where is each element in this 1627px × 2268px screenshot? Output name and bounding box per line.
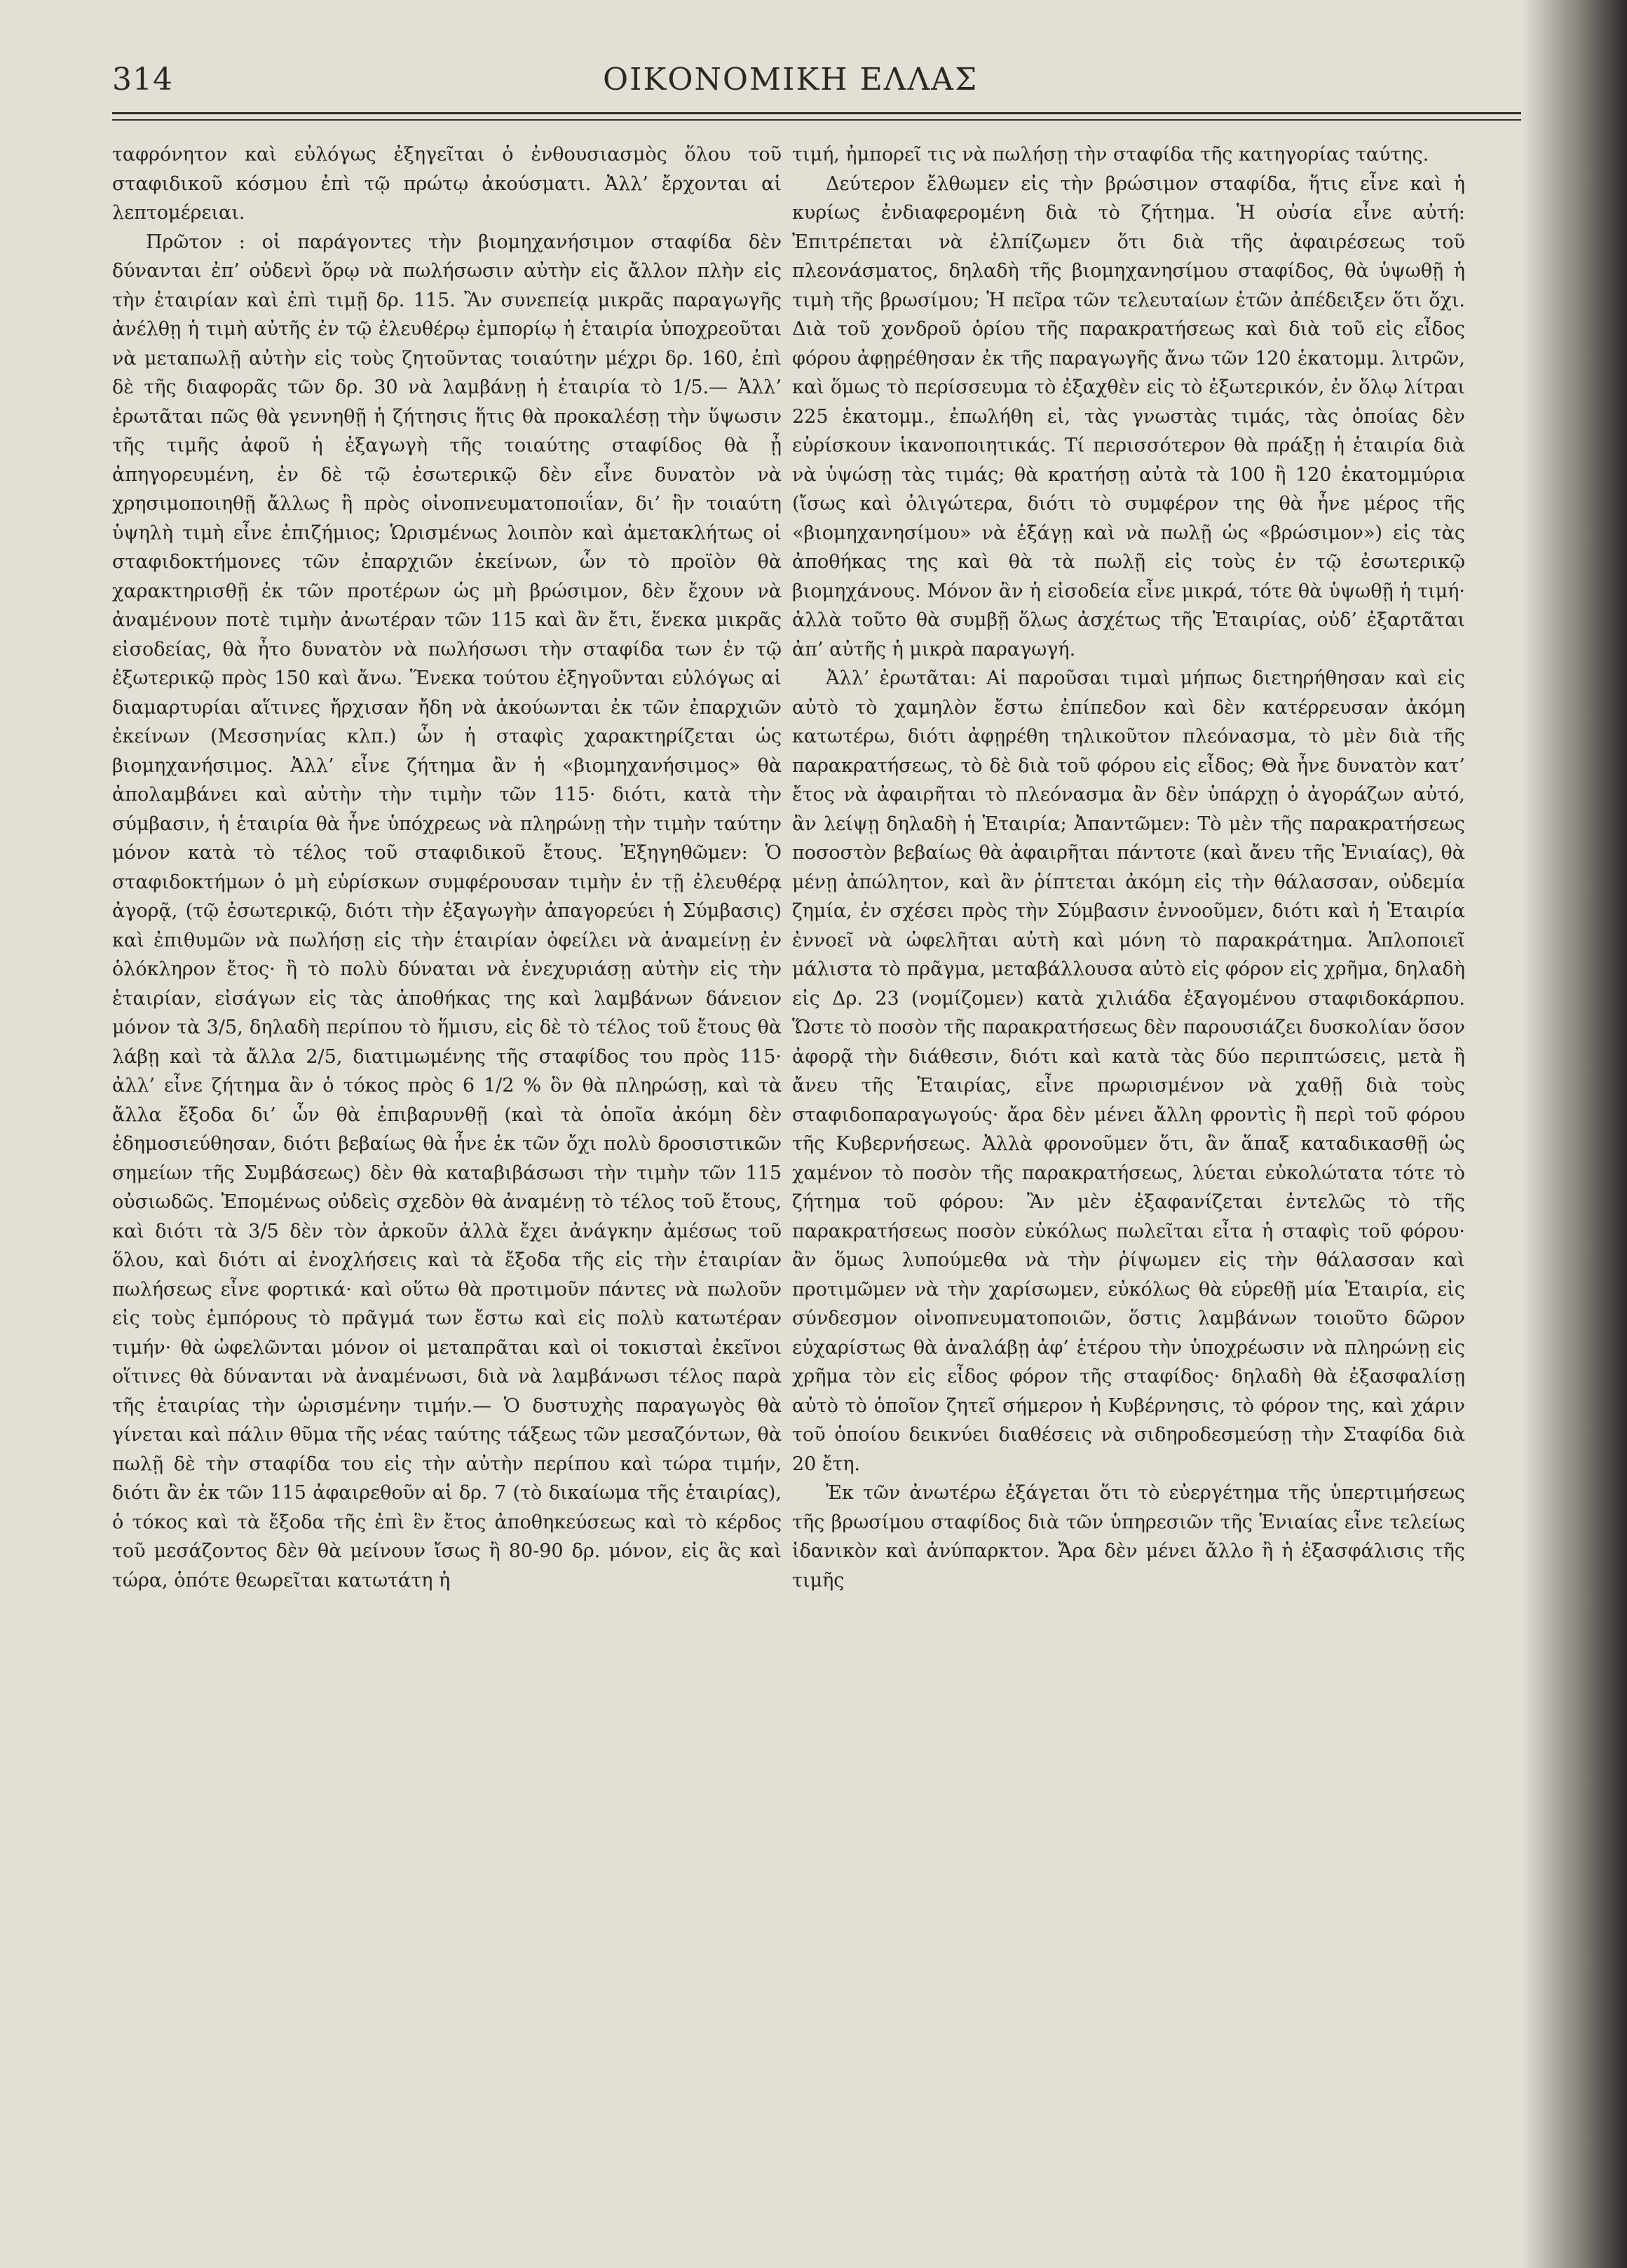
left-column — [112, 140, 782, 2222]
book-spine-shadow — [1522, 0, 1627, 2268]
right-column — [792, 140, 1465, 2222]
running-title: ΟΙΚΟΝΟΜΙΚΗ ΕΛΛΑΣ — [603, 62, 979, 97]
paragraph: Ἀλλ’ ἐρωτᾶται: Αἱ παροῦσαι τιμαὶ μήπως διετηρήθησαν καὶ εἰς αὐτὸ τὸ χαμηλὸν ἔστω ἐπίπεδον καὶ δὲν κατέρρευσαν ἀκόμη κατωτέρω, διότι ἀφῃρέθη τηλικοῦτον πλεόνασμα, τὸ μὲν διὰ τῆς παρακρατήσεως, τὸ δὲ διὰ τοῦ φόρου εἰς εἶδος; Θὰ ἦνε δυνατὸν κατ’ ἔτος νὰ ἀφαιρῆται τὸ πλεόνασμα ἂν δὲν ὑπάρχῃ ὁ ἀγοράζων αὐτό, ἂν λείψῃ δηλαδὴ ἡ Ἑταιρία; Ἀπαντῶμεν: Τὸ μὲν τῆς παρακρατήσεως ποσοστὸν βεβαίως θὰ ἀφαιρῆται πάντοτε (καὶ ἄνευ τῆς Ἑνιαίας), θὰ μένῃ ἀπώλητον, καὶ ἂν ῥίπτεται ἀκόμη εἰς τὴν θάλασσαν, οὐδεμία ζημία, ἐν σχέσει πρὸς τὴν Σύμβασιν ἐννοοῦμεν, διότι καὶ ἡ Ἑταιρία ἐννοεῖ νὰ ὠφελῆται αὐτὴ καὶ μόνη τὸ παρακράτημα. Ἁπλοποιεῖ μάλιστα τὸ πρᾶγμα, μεταβάλλουσα αὐτὸ εἰς φόρον εἰς χρῆμα, δηλαδὴ εἰς Δρ. 23 (νομίζομεν) κατὰ χιλιάδα ἐξαγομένου σταφιδοκάρπου. Ὥστε τὸ ποσὸν τῆς παρακρατήσεως δὲν παρουσιάζει δυσκολίαν ὅσον ἀφορᾷ τὴν διάθεσιν, διότι καὶ κατὰ τὰς δύο περιπτώσεις, μετὰ ἢ ἄνευ τῆς Ἑταιρίας, εἶνε πρωρισμένον νὰ χαθῇ διὰ τοὺς σταφιδοπαραγωγούς· ἄρα δὲν μένει ἄλλη φροντὶς ἢ περὶ τοῦ φόρου τῆς Κυβερνήσεως. Ἀλλὰ φρονοῦμεν ὅτι, ἂν ἅπαξ καταδικασθῇ ὡς χαμένον τὸ ποσὸν τῆς παρακρατήσεως, λύεται εὐκολώτατα τότε τὸ ζήτημα τοῦ φόρου: Ἂν μὲν ἐξαφανίζεται ἐντελῶς τὸ τῆς παρακρατήσεως ποσὸν εὐκόλως πωλεῖται εἶτα ἡ σταφὶς τοῦ φόρου· ἂν ὅμως λυπούμεθα νὰ τὴν ῥίψωμεν εἰς τὴν θάλασσαν καὶ προτιμῶμεν νὰ τὴν χαρίσωμεν, εὐκόλως θὰ εὑρεθῇ μία Ἑταιρία, εἰς σύνδεσμον οἰνοπνευματοποιῶν, ὅστις λαμβάνων τοιοῦτο δῶρον εὐχαρίστως θὰ ἀναλάβῃ ἀφ’ ἑτέρου τὴν ὑποχρέωσιν νὰ πληρώνῃ εἰς χρῆμα τὸν εἰς εἶδος φόρον τῆς σταφίδος· δηλαδὴ θὰ ἐξασφαλίσῃ αὐτὸ τὸ ὁποῖον ζητεῖ σήμερον ἡ Κυβέρνησις, τὸ φόρον της, καὶ χάριν τοῦ ὁποίου δεικνύει διαθέσεις νὰ σιδηροδεσμεύσῃ τὴν Σταφίδα διὰ 20 ἔτη. — [792, 667, 1465, 1475]
paragraph: Ἐκ τῶν ἀνωτέρω ἐξάγεται ὅτι τὸ εὐεργέτημα τῆς ὑπερτιμήσεως τῆς βρωσίμου σταφίδος διὰ τῶν ὑπηρεσιῶν τῆς Ἑνιαίας εἶνε τελείως ἰδανικὸν καὶ ἀνύπαρκτον. Ἄρα δὲν μένει ἄλλο ἢ ἡ ἐξασφάλισις τῆς τιμῆς — [792, 1482, 1465, 1591]
header-rule — [112, 112, 1521, 114]
page-header — [112, 62, 1521, 111]
paragraph: Πρῶτον : οἱ παράγοντες τὴν βιομηχανήσιμον σταφίδα δὲν δύνανται ἐπ’ οὐδενὶ ὅρῳ νὰ πωλήσωσιν αὐτὴν εἰς ἄλλον πλὴν εἰς τὴν ἑταιρίαν καὶ ἐπὶ τιμῇ δρ. 115. Ἂν συνεπείᾳ μικρᾶς παραγωγῆς ἀνέλθῃ ἡ τιμὴ αὐτῆς ἐν τῷ ἐλευθέρῳ ἐμπορίῳ ἡ ἑταιρία ὑποχρεοῦται νὰ μεταπωλῇ αὐτὴν εἰς τοὺς ζητοῦντας τοιαύτην μέχρι δρ. 160, ἐπὶ δὲ τῆς διαφορᾶς τῶν δρ. 30 νὰ λαμβάνῃ ἡ ἑταιρία τὸ 1/5.— Ἀλλ’ ἐρωτᾶται πῶς θὰ γεννηθῇ ἡ ζήτησις ἥτις θὰ προκαλέσῃ τὴν ὕψωσιν τῆς τιμῆς ἀφοῦ ἡ ἐξαγωγὴ τῆς τοιαύτης σταφίδος θὰ ᾖ ἀπηγορευμένη, ἐν δὲ τῷ ἐσωτερικῷ δὲν εἶνε δυνατὸν νὰ χρησιμοποιηθῇ ἄλλως ἢ πρὸς οἰνοπνευματοποιΐαν, δι’ ἣν τοιαύτη ὑψηλὴ τιμὴ εἶνε ἐπιζήμιος; Ὡρισμένως λοιπὸν καὶ ἀμετακλήτως οἱ σταφιδοκτήμονες τῶν ἐπαρχιῶν ἐκείνων, ὧν τὸ προϊὸν θὰ χαρακτηρισθῇ ἐκ τῶν προτέρων ὡς μὴ βρώσιμον, δὲν ἔχουν νὰ ἀναμένουν ποτὲ τιμὴν ἀνωτέραν τῶν 115 καὶ ἂν ἔτι, ἕνεκα μικρᾶς εἰσοδείας, θὰ ἦτο δυνατὸν νὰ πωλήσωσι τὴν σταφίδα των ἐν τῷ ἐξωτερικῷ πρὸς 150 καὶ ἄνω. Ἕνεκα τούτου ἐξηγοῦνται εὐλόγως αἱ διαμαρτυρίαι αἵτινες ἤρχισαν ἤδη νὰ ἀκούωνται ἐκ τῶν ἐπαρχιῶν ἐκείνων (Μεσσηνίας κλπ.) ὧν ἡ σταφὶς χαρακτηρίζεται ὡς βιομηχανήσιμος. Ἀλλ’ εἶνε ζήτημα ἂν ἡ «βιομηχανήσιμος» θὰ ἀπολαμβάνει καὶ αὐτὴν τὴν τιμὴν τῶν 115· διότι, κατὰ τὴν σύμβασιν, ἡ ἑταιρία θὰ ἦνε ὑπόχρεως νὰ πληρώνῃ τὴν τιμὴν ταύτην μόνον κατὰ τὸ τέλος τοῦ σταφιδικοῦ ἔτους. Ἐξηγηθῶμεν: Ὁ σταφιδοκτήμων ὁ μὴ εὑρίσκων συμφέρουσαν τιμὴν ἐν τῇ ἐλευθέρᾳ ἀγορᾷ, (τῷ ἐσωτερικῷ, διότι τὴν ἐξαγωγὴν ἀπαγορεύει ἡ Σύμβασις) καὶ ἐπιθυμῶν νὰ πωλήσῃ εἰς τὴν ἑταιρίαν ὀφείλει νὰ ἀναμείνῃ ἐν ὁλόκληρον ἔτος· ἢ τὸ πολὺ δύναται νὰ ἐνεχυριάσῃ αὐτὴν εἰς τὴν ἑταιρίαν, εἰσάγων εἰς τὰς ἀποθήκας της καὶ λαμβάνων δάνειον μόνον τὰ 3/5, δηλαδὴ περίπου τὸ ἥμισυ, εἰς δὲ τὸ τέλος τοῦ ἔτους θὰ λάβῃ καὶ τὰ ἄλλα 2/5, διατιμωμένης τῆς σταφίδος του πρὸς 115· ἀλλ’ εἶνε ζήτημα ἂν ὁ τόκος πρὸς 6 1/2 % ὃν θὰ πληρώσῃ, καὶ τὰ ἄλλα ἔξοδα δι’ ὧν θὰ ἐπιβαρυνθῇ (καὶ τὰ ὁποῖα ἀκόμη δὲν ἐδημοσιεύθησαν, διότι βεβαίως θὰ ἦνε ἐκ τῶν ὄχι πολὺ δροσιστικῶν σημείων τῆς Συμβάσεως) δὲν θὰ καταβιβάσωσι τὴν τιμὴν τῶν 115 οὐσιωδῶς. Ἐπομένως οὐδεὶς σχεδὸν θὰ ἀναμένῃ τὸ τέλος τοῦ ἔτους, καὶ διότι τὰ 3/5 δὲν τὸν ἀρκοῦν ἀλλὰ ἔχει ἀνάγκην ἀμέσως τοῦ ὅλου, καὶ διότι αἱ ἐνοχλήσεις καὶ τὰ ἔξοδα τῆς εἰς τὴν ἑταιρίαν πωλήσεως εἶνε φορτικά· καὶ οὕτω θὰ προτιμοῦν πάντες νὰ πωλοῦν εἰς τοὺς ἐμπόρους τὸ πρᾶγμά των ἔστω καὶ εἰς πολὺ κατωτέραν τιμήν· θὰ ὠφελῶνται μόνον οἱ μεταπρᾶται καὶ οἱ τοκισταὶ ἐκεῖνοι οἵτινες θὰ δύνανται νὰ ἀναμένωσι, διὰ νὰ λαμβάνωσι τέλος παρὰ τῆς ἑταιρίας τὴν ὡρισμένην τιμήν.— Ὁ δυστυχὴς παραγωγὸς θὰ γίνεται καὶ πάλιν θῦμα τῆς νέας ταύτης τάξεως τῶν μεσαζόντων, θὰ πωλῇ δὲ τὴν σταφίδα του εἰς τὴν αὐτὴν περίπου καὶ τώρα τιμήν, διότι ἂν ἐκ τῶν 115 ἀφαιρεθοῦν αἱ δρ. 7 (τὸ δικαίωμα τῆς ἑταιρίας), ὁ τόκος καὶ τὰ ἔξοδα τῆς ἐπὶ ἓν ἔτος ἀποθηκεύσεως καὶ τὸ κέρδος τοῦ μεσάζοντος δὲν θὰ μείνουν ἴσως ἢ 80-90 δρ. μόνον, εἰς ἃς καὶ τώρα, ὁπότε θεωρεῖται κατωτάτη ἡ — [112, 231, 782, 1591]
paragraph: τιμή, ἠμπορεῖ τις νὰ πωλήσῃ τὴν σταφίδα τῆς κατηγορίας ταύτης. — [792, 144, 1429, 165]
paragraph: ταφρόνητον καὶ εὐλόγως ἐξηγεῖται ὁ ἐνθουσιασμὸς ὅλου τοῦ σταφιδικοῦ κόσμου ἐπὶ τῷ πρώτῳ ἀκούσματι. Ἀλλ’ ἔρχονται αἱ λεπτομέρειαι. — [112, 144, 782, 224]
header-rule-thin — [112, 119, 1521, 121]
page-number: 314 — [112, 62, 173, 97]
paragraph: Δεύτερον ἔλθωμεν εἰς τὴν βρώσιμον σταφίδα, ἥτις εἶνε καὶ ἡ κυρίως ἐνδιαφερομένη διὰ τὸ ζήτημα. Ἡ οὐσία εἶνε αὐτή: Ἐπιτρέπεται νὰ ἐλπίζωμεν ὅτι διὰ τῆς ἀφαιρέσεως τοῦ πλεονάσματος, δηλαδὴ τῆς βιομηχανησίμου σταφίδος, θὰ ὑψωθῇ ἡ τιμὴ τῆς βρωσίμου; Ἡ πεῖρα τῶν τελευταίων ἐτῶν ἀπέδειξεν ὅτι ὄχι. Διὰ τοῦ χονδροῦ ὁρίου τῆς παρακρατήσεως καὶ διὰ τοῦ εἰς εἶδος φόρου ἀφῃρέθησαν ἐκ τῆς παραγωγῆς ἄνω τῶν 120 ἑκατομμ. λιτρῶν, καὶ ὅμως τὸ περίσσευμα τὸ ἐξαχθὲν εἰς τὸ ἐξωτερικόν, ἐν ὅλῳ λίτραι 225 ἑκατομμ., ἐπωλήθη εἰ, τὰς γνωστὰς τιμάς, τὰς ὁποίας δὲν εὑρίσκουν ἱκανοποιητικάς. Τί περισσότερον θὰ πράξῃ ἡ ἑταιρία διὰ νὰ ὑψώσῃ τὰς τιμάς; θὰ κρατήσῃ αὐτὰ τὰ 100 ἢ 120 ἑκατομμύρια (ἴσως καὶ ὀλιγώτερα, διότι τὸ συμφέρον της θὰ ἦνε μέρος τῆς «βιομηχανησίμου» νὰ ἐξάγῃ καὶ νὰ πωλῇ ὡς «βρώσιμον») εἰς τὰς ἀποθήκας της καὶ θὰ τὰ πωλῇ εἰς τοὺς ἐν τῷ ἐσωτερικῷ βιομηχάνους. Μόνον ἂν ἡ εἰσοδεία εἶνε μικρά, τότε θὰ ὑψωθῇ ἡ τιμή· ἀλλὰ τοῦτο θὰ συμβῇ ὅλως ἀσχέτως τῆς Ἑταιρίας, οὐδ’ ἐξαρτᾶται ἀπ’ αὐτῆς ἡ μικρὰ παραγωγή. — [792, 172, 1465, 660]
